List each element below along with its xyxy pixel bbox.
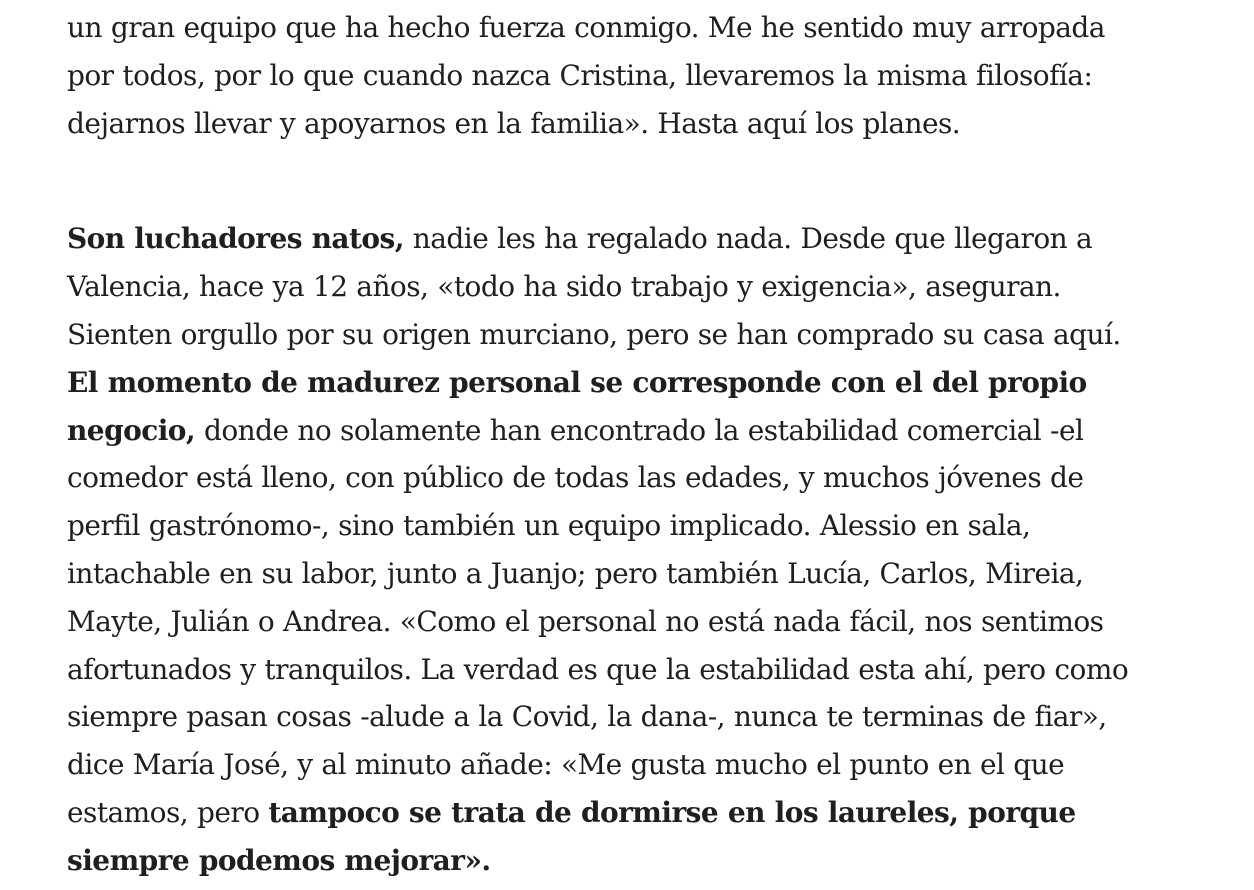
paragraph-planes (67, 4, 1197, 147)
bold-highlight: negocio, (67, 413, 196, 447)
text-line: perfil gastrónomo-, sino también un equipo implicado. Alessio en sala, (67, 509, 1031, 543)
article-body (67, 4, 1197, 885)
text-line: afortunados y tranquilos. La verdad es que la estabilidad esta ahí, pero como (67, 652, 1129, 686)
text-segment: donde no solamente han encontrado la estabilidad comercial -el (195, 413, 1084, 447)
bold-highlight: tampoco se trata de dormirse en los laureles, porque (268, 795, 1076, 829)
text-line: Mayte, Julián o Andrea. «Como el personal no está nada fácil, nos sentimos (67, 604, 1104, 638)
text-line: intachable en su labor, junto a Juanjo; pero también Lucía, Carlos, Mireia, (67, 556, 1084, 590)
text-line: comedor está lleno, con público de todas las edades, y muchos jóvenes de (67, 461, 1084, 495)
text-line: Sienten orgullo por su origen murciano, pero se han comprado su casa aquí. (67, 317, 1121, 351)
bold-highlight: siempre podemos mejorar». (67, 843, 491, 877)
text-line: Valencia, hace ya 12 años, «todo ha sido trabajo y exigencia», aseguran. (67, 270, 1061, 304)
text-line: un gran equipo que ha hecho fuerza conmigo. Me he sentido muy arropada (67, 11, 1105, 44)
paragraph-luchadores (67, 215, 1197, 884)
text-line: por todos, por lo que cuando nazca Cristina, llevaremos la misma filosofía: (67, 58, 1093, 92)
text-line: dice María José, y al minuto añade: «Me gusta mucho el punto en el que (67, 748, 1065, 782)
bold-lead-phrase: Son luchadores natos, (67, 222, 404, 256)
text-line: siempre pasan cosas -alude a la Covid, la dana-, nunca te terminas de fiar», (67, 700, 1107, 734)
bold-highlight: El momento de madurez personal se corresponde con el del propio (67, 365, 1087, 399)
text-segment: estamos, pero (67, 795, 269, 829)
text-line: dejarnos llevar y apoyarnos en la familia». Hasta aquí los planes. (67, 106, 961, 140)
text-segment: nadie les ha regalado nada. Desde que llegaron a (403, 222, 1093, 256)
